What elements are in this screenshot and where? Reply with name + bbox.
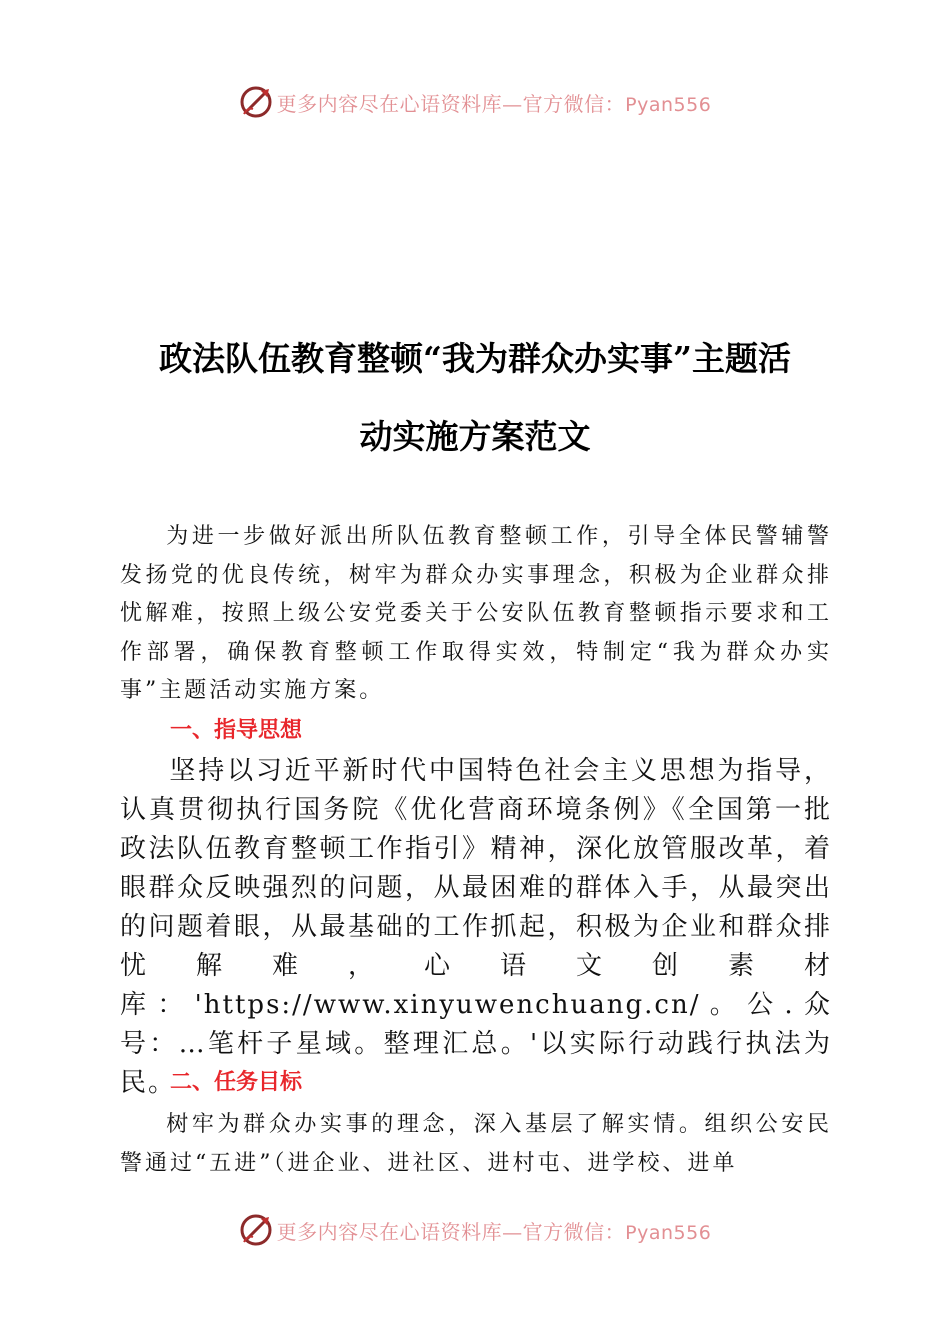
section-heading-task-goals: 二、任务目标 — [170, 1070, 303, 1095]
document-title-line-2: 动实施方案范文 — [359, 417, 591, 456]
header-watermark — [0, 80, 950, 124]
document-title-line-1: 政法队伍教育整顿“我为群众办实事”主题活 — [159, 339, 791, 378]
section-body-guiding-ideology: 坚持以习近平新时代中国特色社会主义思想为指导，认真贯彻执行国务院《优化营商环境条例》《全国第一批政法队伍教育整顿工作指引》精神，深化放管服改革，着眼群众反映强烈的问题，从最困难的群体入手，从最突出的问题着眼，从最基础的工作抓起，积极为企业和群众排忧解难，心语文创素材库：'https://www.xinyuwenchuang.cn/。公.众号：…笔杆子星域。整理汇总。'以实际行动践行执法为民。 — [120, 756, 832, 1098]
intro-paragraph: 为进一步做好派出所队伍教育整顿工作，引导全体民警辅警发扬党的优良传统，树牢为群众办实事理念，积极为企业群众排忧解难，按照上级公安党委关于公安队伍教育整顿指示要求和工作部署，确保教育整顿工作取得实效，特制定“我为群众办实事”主题活动实施方案。 — [120, 524, 832, 703]
pen-logo-icon — [239, 85, 273, 119]
pen-logo-icon — [239, 1213, 273, 1247]
watermark-text: 更多内容尽在心语资料库—官方微信：Pyan556 — [276, 1219, 712, 1244]
footer-watermark — [0, 1208, 950, 1252]
section-heading-guiding-ideology: 一、指导思想 — [170, 718, 303, 743]
section-body-task-goals: 树牢为群众办实事的理念，深入基层了解实情。组织公安民警通过“五进”（进企业、进社区、进村屯、进学校、进单 — [120, 1112, 832, 1176]
watermark-text: 更多内容尽在心语资料库—官方微信：Pyan556 — [276, 91, 712, 116]
